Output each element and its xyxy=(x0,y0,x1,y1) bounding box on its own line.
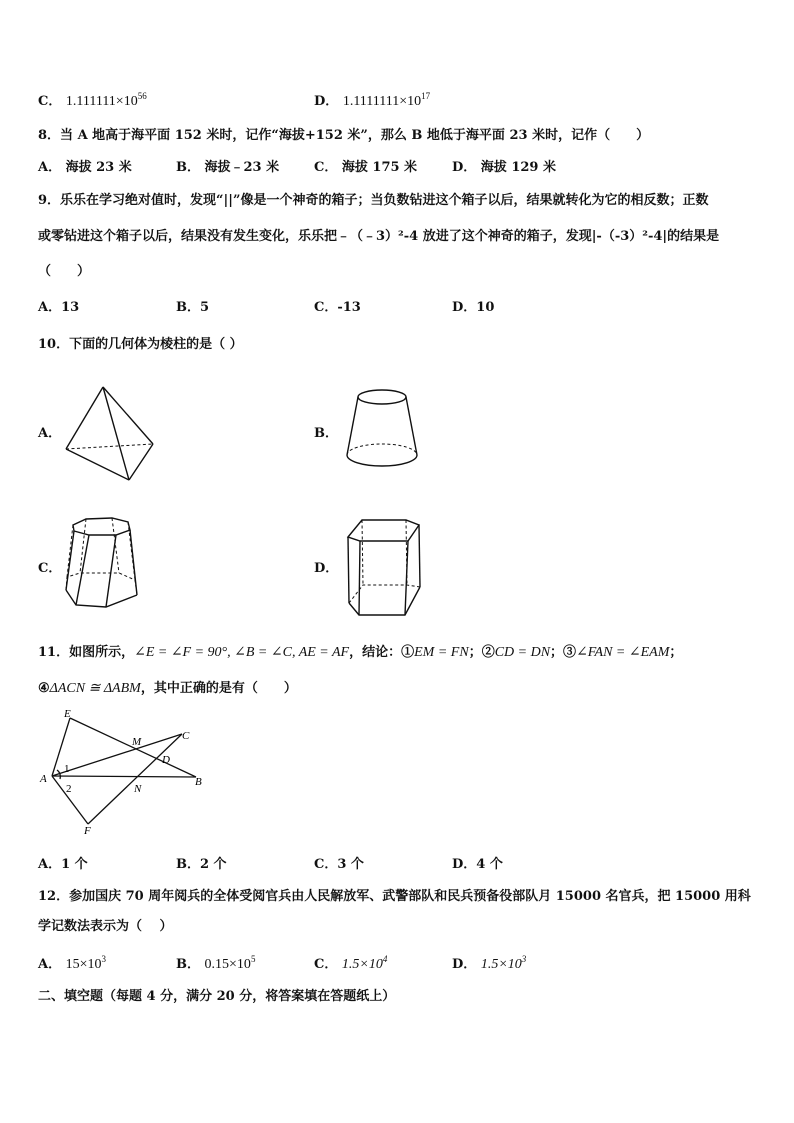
q12-option-c: C． $1.5\times 10^4$ xyxy=(314,954,388,972)
q7-option-d-value: $1.1111111\times 10^{17}$ xyxy=(342,91,431,109)
q9-option-d: D．10 xyxy=(452,300,495,315)
q9-stem-line3: （ ） xyxy=(38,264,91,279)
q11-label-m: M xyxy=(132,736,142,748)
q11-conclusion-1: EM = FN xyxy=(414,645,469,660)
q12-option-a: A． $15\times 10^3$ xyxy=(38,954,107,972)
q7-option-c xyxy=(38,90,147,110)
q8-stem: 8．当 A 地高于海平面 152 米时，记作“海拔+152 米”，那么 B 地低于海平面 23 米时，记作（ ） xyxy=(38,128,650,143)
q11-given-condition: ∠E = ∠F = 90°, ∠B = ∠C, AE = AF xyxy=(134,645,350,660)
q11-option-a: A．1 个 xyxy=(38,857,88,872)
q9-option-b: B．5 xyxy=(176,300,210,315)
q11-option-b: B．2 个 xyxy=(176,857,227,872)
q11-conclusion-2: CD = DN xyxy=(494,645,551,660)
q10-option-d-label: D． xyxy=(314,561,339,576)
q8-option-c: C． 海拔 175 米 xyxy=(314,160,418,175)
q9-stem-line2: 或零钻进这个箱子以后，结果没有发生变化，乐乐把﹣（﹣3）²-4 放进了这个神奇的箱子，发现|-（-3）²-4|的结果是 xyxy=(38,229,720,244)
q11-label-c: C xyxy=(182,730,190,742)
q11-option-d: D．4 个 xyxy=(452,857,503,872)
frustum-cone-icon xyxy=(340,385,425,475)
q11-label-n: N xyxy=(134,783,142,795)
q11-label-f: F xyxy=(84,825,91,837)
q11-label-d: D xyxy=(162,754,170,766)
q11-label-e: E xyxy=(64,708,71,720)
q10-option-c-label: C． xyxy=(38,561,62,576)
octagonal-frustum-icon xyxy=(62,515,142,613)
q11-conclusion-3: ∠FAN = ∠EAM xyxy=(576,645,670,660)
q11-stem-line2: ④ΔACN ≅ ΔABM，其中正确的是有（ ） xyxy=(38,681,297,696)
hexagonal-prism-icon xyxy=(342,515,427,617)
q7-option-c-value: $1.111111\times 10^{56}$ xyxy=(65,91,147,109)
q11-angle-2: 2 xyxy=(66,783,72,795)
q8-option-a: A． 海拔 23 米 xyxy=(38,160,132,175)
q11-label-a: A xyxy=(40,773,47,785)
q10-option-a-label: A． xyxy=(38,426,62,441)
q10-stem: 10．下面的几何体为棱柱的是（ ） xyxy=(38,337,243,352)
q9-option-c: C．-13 xyxy=(314,300,361,315)
q7-option-d xyxy=(314,90,430,110)
q8-option-b: B． 海拔﹣23 米 xyxy=(176,160,280,175)
q7-option-c-label: C． xyxy=(38,94,62,109)
q11-triangle-figure xyxy=(36,704,216,840)
q11-option-c: C．3 个 xyxy=(314,857,364,872)
q12-stem-line1: 12．参加国庆 70 周年阅兵的全体受阅官兵由人民解放军、武警部队和民兵预备役部队月 15000 名官兵，把 15000 用科 xyxy=(38,889,751,904)
section-2-heading: 二、填空题（每题 4 分，满分 20 分，将答案填在答题纸上） xyxy=(38,989,396,1004)
q11-angle-1: 1 xyxy=(64,763,70,775)
q7-option-d-label: D． xyxy=(314,94,339,109)
q10-option-b-label: B． xyxy=(314,426,338,441)
q12-option-b: B． $0.15\times 10^5$ xyxy=(176,954,256,972)
tetrahedron-icon xyxy=(60,382,160,487)
q11-label-b: B xyxy=(195,776,202,788)
q12-stem-line2: 学记数法表示为（ ） xyxy=(38,919,173,934)
q11-conclusion-4: ΔACN ≅ ΔABM xyxy=(49,681,141,696)
q11-stem-line1: 11．如图所示，∠E = ∠F = 90°, ∠B = ∠C, AE = AF，结论：①EM = FN；②CD = DN；③∠FAN = ∠EAM； xyxy=(38,645,683,660)
q12-option-d: D． $1.5\times 10^3$ xyxy=(452,954,527,972)
q9-stem-line1: 9．乐乐在学习绝对值时，发现“||”像是一个神奇的箱子；当负数钻进这个箱子以后，结果就转化为它的相反数；正数 xyxy=(38,193,709,208)
q8-option-d: D． 海拔 129 米 xyxy=(452,160,556,175)
q9-option-a: A．13 xyxy=(38,300,80,315)
